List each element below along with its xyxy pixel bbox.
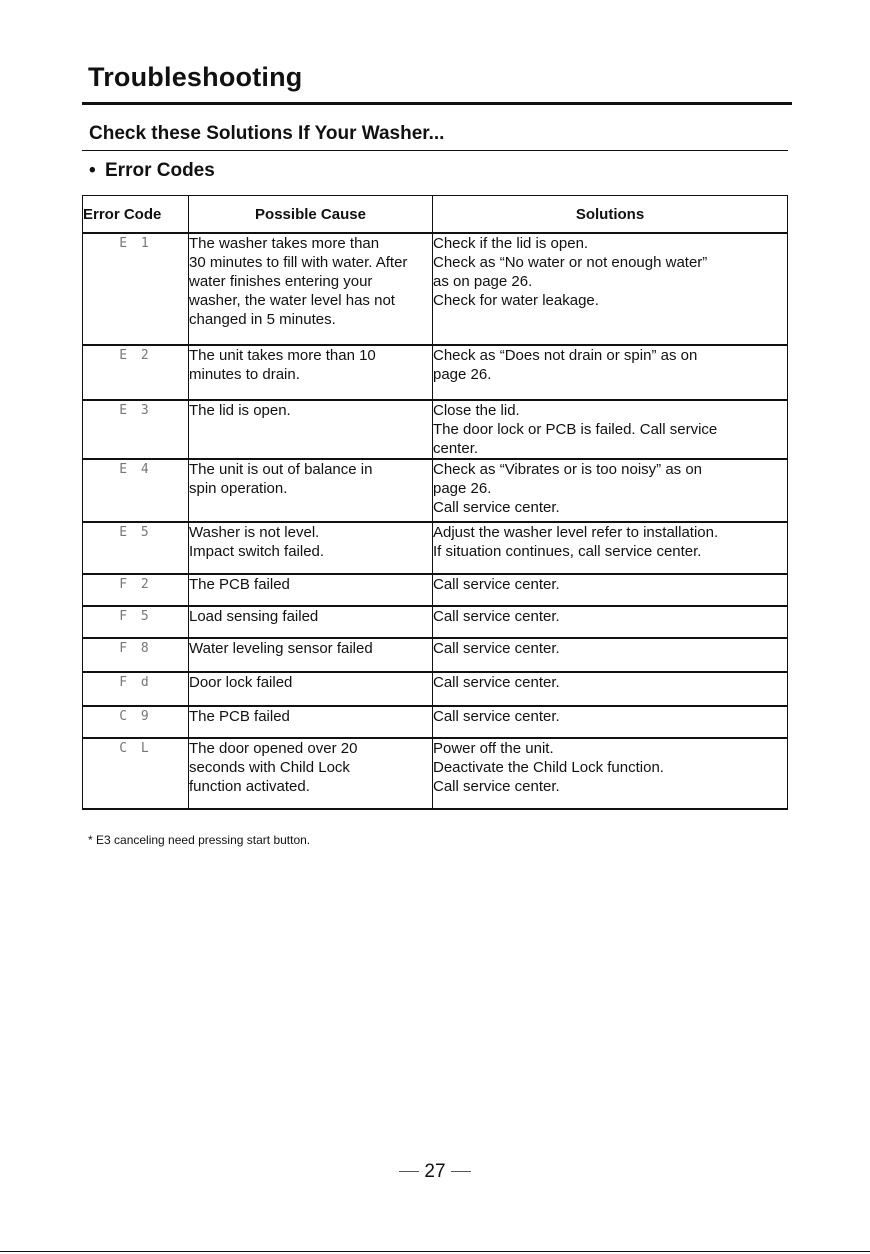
error-codes-table bbox=[82, 195, 788, 810]
solution-line: Close the lid. bbox=[433, 402, 520, 419]
possible-cause-cell bbox=[189, 400, 433, 459]
solution-line: Check as “No water or not enough water” bbox=[433, 254, 708, 271]
solution-cell bbox=[433, 400, 788, 459]
cause-line: The lid is open. bbox=[189, 402, 291, 419]
error-code-cell: C 9 bbox=[83, 706, 189, 738]
solution-cell bbox=[433, 738, 788, 809]
solution-cell bbox=[433, 345, 788, 400]
cause-line: The PCB failed bbox=[189, 576, 290, 593]
possible-cause-cell bbox=[189, 522, 433, 574]
cause-line: The unit takes more than 10 bbox=[189, 347, 376, 364]
solution-line: Call service center. bbox=[433, 499, 560, 516]
subtitle-rule bbox=[82, 150, 788, 151]
bottom-rule bbox=[0, 1251, 870, 1252]
dash-left bbox=[399, 1171, 419, 1172]
solution-cell bbox=[433, 606, 788, 638]
possible-cause-cell bbox=[189, 606, 433, 638]
possible-cause-cell bbox=[189, 574, 433, 606]
cause-line: changed in 5 minutes. bbox=[189, 311, 336, 328]
error-code-cell: E 3 bbox=[83, 400, 189, 459]
solution-cell bbox=[433, 706, 788, 738]
table-row bbox=[83, 574, 788, 606]
cause-line: Door lock failed bbox=[189, 674, 293, 691]
page-number bbox=[0, 1161, 870, 1183]
solution-line: center. bbox=[433, 440, 479, 457]
table-row bbox=[83, 606, 788, 638]
title-rule bbox=[82, 102, 792, 105]
header-error-code: Error Code bbox=[83, 196, 189, 234]
error-code-cell: F 2 bbox=[83, 574, 189, 606]
cause-line: 30 minutes to fill with water. After bbox=[189, 254, 408, 271]
solution-line: Power off the unit. bbox=[433, 740, 554, 757]
error-code-cell: E 1 bbox=[83, 233, 189, 345]
solution-line: Check for water leakage. bbox=[433, 292, 599, 309]
table-row bbox=[83, 400, 788, 459]
solution-line: Check as “Vibrates or is too noisy” as on bbox=[433, 461, 703, 478]
dash-right bbox=[451, 1171, 471, 1172]
cause-line: Impact switch failed. bbox=[189, 543, 325, 560]
error-code-cell: E 2 bbox=[83, 345, 189, 400]
solution-cell bbox=[433, 638, 788, 672]
table-row bbox=[83, 706, 788, 738]
possible-cause-cell bbox=[189, 233, 433, 345]
solution-line: as on page 26. bbox=[433, 273, 533, 290]
table-row bbox=[83, 738, 788, 809]
table-row bbox=[83, 638, 788, 672]
solution-line: Call service center. bbox=[433, 640, 560, 657]
possible-cause-cell bbox=[189, 672, 433, 706]
cause-line: Water leveling sensor failed bbox=[189, 640, 373, 657]
header-possible-cause: Possible Cause bbox=[189, 196, 433, 234]
page-title: Troubleshooting bbox=[88, 62, 303, 92]
solution-line: Call service center. bbox=[433, 576, 560, 593]
cause-line: minutes to drain. bbox=[189, 366, 300, 383]
solution-cell bbox=[433, 574, 788, 606]
possible-cause-cell bbox=[189, 738, 433, 809]
header-solutions: Solutions bbox=[433, 196, 788, 234]
solution-cell bbox=[433, 522, 788, 574]
solution-line: Deactivate the Child Lock function. bbox=[433, 759, 664, 776]
page-number-value: 27 bbox=[424, 1161, 446, 1182]
solution-line: Check as “Does not drain or spin” as on bbox=[433, 347, 698, 364]
cause-line: The washer takes more than bbox=[189, 235, 380, 252]
solution-line: page 26. bbox=[433, 480, 492, 497]
table-row bbox=[83, 522, 788, 574]
table-row bbox=[83, 345, 788, 400]
solution-cell bbox=[433, 233, 788, 345]
possible-cause-cell bbox=[189, 459, 433, 522]
solution-line: Call service center. bbox=[433, 708, 560, 725]
cause-line: Washer is not level. bbox=[189, 524, 320, 541]
error-code-cell: F 5 bbox=[83, 606, 189, 638]
cause-line: spin operation. bbox=[189, 480, 288, 497]
solution-line: The door lock or PCB is failed. Call service bbox=[433, 421, 718, 438]
cause-line: water finishes entering your bbox=[189, 273, 373, 290]
cause-line: The unit is out of balance in bbox=[189, 461, 373, 478]
section-heading-label: Error Codes bbox=[105, 160, 215, 181]
solution-line: Check if the lid is open. bbox=[433, 235, 589, 252]
cause-line: function activated. bbox=[189, 778, 310, 795]
error-code-cell: C L bbox=[83, 738, 189, 809]
possible-cause-cell bbox=[189, 706, 433, 738]
solution-line: page 26. bbox=[433, 366, 492, 383]
error-code-cell: E 4 bbox=[83, 459, 189, 522]
error-code-cell: E 5 bbox=[83, 522, 189, 574]
cause-line: washer, the water level has not bbox=[189, 292, 395, 309]
table-header-row bbox=[83, 196, 788, 234]
section-heading bbox=[89, 160, 215, 182]
possible-cause-cell bbox=[189, 345, 433, 400]
cause-line: The PCB failed bbox=[189, 708, 290, 725]
error-code-cell: F 8 bbox=[83, 638, 189, 672]
bullet-icon: • bbox=[89, 160, 96, 181]
cause-line: seconds with Child Lock bbox=[189, 759, 350, 776]
cause-line: Load sensing failed bbox=[189, 608, 319, 625]
section-subtitle: Check these Solutions If Your Washer... bbox=[89, 123, 445, 144]
solution-cell bbox=[433, 672, 788, 706]
table-row bbox=[83, 672, 788, 706]
solution-line: If situation continues, call service center. bbox=[433, 543, 702, 560]
solution-line: Call service center. bbox=[433, 778, 560, 795]
possible-cause-cell bbox=[189, 638, 433, 672]
table-row bbox=[83, 459, 788, 522]
solution-line: Call service center. bbox=[433, 674, 560, 691]
solution-line: Adjust the washer level refer to installation. bbox=[433, 524, 719, 541]
error-code-cell: F d bbox=[83, 672, 189, 706]
cause-line: The door opened over 20 bbox=[189, 740, 358, 757]
footnote: * E3 canceling need pressing start button. bbox=[88, 833, 311, 847]
solution-cell bbox=[433, 459, 788, 522]
solution-line: Call service center. bbox=[433, 608, 560, 625]
table-row bbox=[83, 233, 788, 345]
